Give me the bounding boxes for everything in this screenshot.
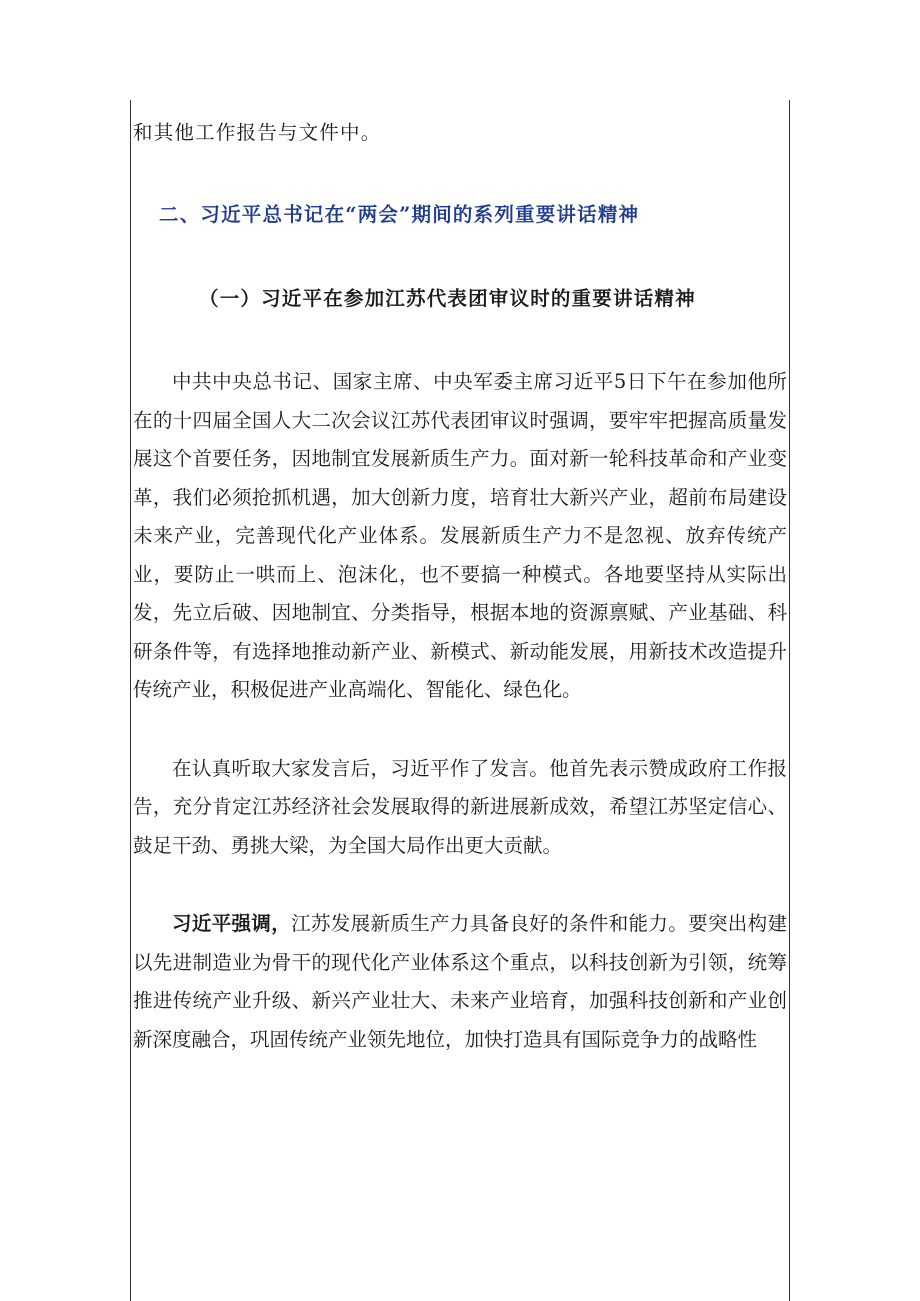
body-paragraph-2: 在认真听取大家发言后，习近平作了发言。他首先表示赞成政府工作报告，充分肯定江苏经济社会发展取得的新进展新成效，希望江苏坚定信心、鼓足干劲、勇挑大梁，为全国大局作出更大贡献。 <box>133 756 787 857</box>
body-paragraph-1: 中共中央总书记、国家主席、中央军委主席习近平5日下午在参加他所在的十四届全国人大二次会议江苏代表团审议时强调，要牢牢把握高质量发展这个首要任务，因地制宜发展新质生产力。面对新一轮科技革命和产业变革，我们必须抢抓机遇，加大创新力度，培育壮大新兴产业，超前布局建设未来产业，完善现代化产业体系。发展新质生产力不是忽视、放弃传统产业，要防止一哄而上、泡沫化，也不要搞一种模式。各地要坚持从实际出发，先立后破、因地制宜、分类指导，根据本地的资源禀赋、产业基础、科研条件等，有选择地推动新产业、新模式、新动能发展，用新技术改造提升传统产业，积极促进产业高端化、智能化、绿色化。 <box>133 370 787 701</box>
document-page <box>130 100 790 1301</box>
subsection-heading: （一）习近平在参加江苏代表团审议时的重要讲话精神 <box>199 287 696 310</box>
paragraph-rest: 江苏发展新质生产力具备良好的条件和能力。要突出构建以先进制造业为骨干的现代化产业体系这个重点，以科技创新为引领，统筹推进传统产业升级、新兴产业壮大、未来产业培育，加强科技创新和产业创新深度融合，巩固传统产业领先地位，加快打造具有国际竞争力的战略性 <box>133 912 787 1051</box>
paragraph-lead: 习近平强调， <box>172 912 292 935</box>
body-paragraph-3 <box>133 905 787 1059</box>
section-heading: 二、习近平总书记在“两会”期间的系列重要讲话精神 <box>159 203 640 226</box>
continuation-line: 和其他工作报告与文件中。 <box>133 121 382 144</box>
